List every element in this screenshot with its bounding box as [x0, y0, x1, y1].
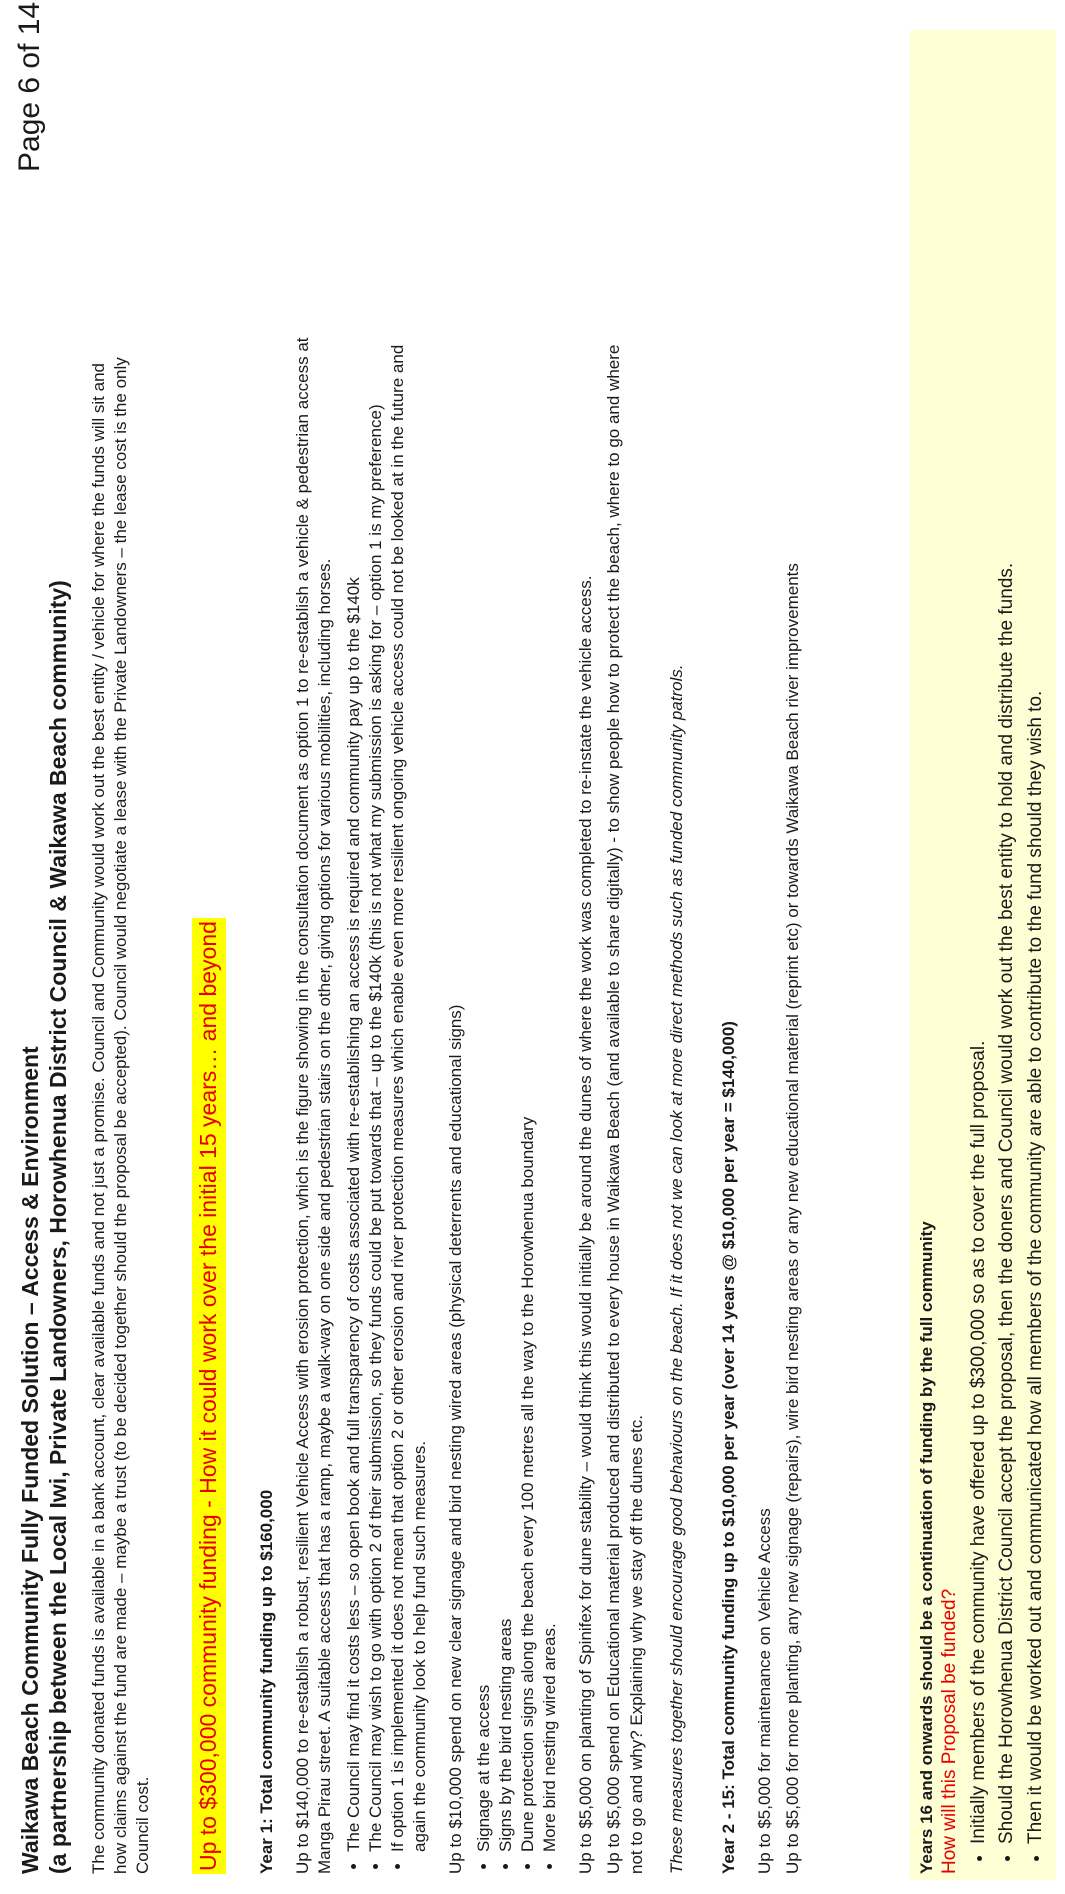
year1-education-paragraph: Up to $5,000 spend on Educational material produced and distributed to every house in Waikawa Beach (and available to share digitally) - to show people how to protect the beach, where to go and where not to go and why? Explaining why we stay off the dunes etc. [604, 344, 646, 1874]
list-item: • Then it would be worked out and communicated how all members of the community are able to contribute to the fund should they wish to. [1022, 44, 1051, 1844]
document-subtitle: (a partnership between the Local Iwi, Private Landowners, Horowhenua District Council & Waikawa Beach community) [45, 580, 72, 1874]
funding-list [965, 44, 1051, 1874]
list-item: • Signs by the bird nesting areas [495, 334, 517, 1852]
document-title: Waikawa Beach Community Fully Funded Solution – Access & Environment [17, 1046, 43, 1874]
year1-cost-notes-list [343, 334, 431, 1874]
page-number: Page 6 of 14 [13, 1, 46, 172]
year16-heading: Years 16 and onwards should be a continuation of funding by the full community [917, 1221, 936, 1874]
year1-behaviour-note: These measures together should encourage good behaviours on the beach. If it does not we can look at more direct methods such as funded community patrols. [666, 664, 686, 1874]
year2-planting-paragraph: Up to $5,000 for more planting, any new signage (repairs), wire bird nesting areas or any new educational material (reprint etc) or towards Waikawa Beach river improvements [782, 563, 802, 1874]
list-item: • The Council may find it costs less – so open book and full transparency of costs associated with re-establishing an access is required and community pay up to the $140k [343, 334, 365, 1852]
main-column [16, 334, 804, 1874]
year2-heading: Year 2 - 15: Total community funding up to $10,000 per year (over 14 years @ $10,000 per year = $140,000) [718, 1021, 738, 1874]
funding-highlight-heading: Up to $300,000 community funding - How it could work over the initial 15 years… and beyond [192, 918, 226, 1874]
list-item: • More bird nesting wired areas. [539, 334, 561, 1852]
year1-vehicle-access-paragraph: Up to $140,000 to re-establish a robust, resilient Vehicle Access with erosion protection, which is the figure showing in the consultation document as option 1 to re-establish a vehicle & pedestrian access at Manga Pirau street. A suitable access that has a ramp, maybe a walk-way on one side and pedestrian stairs on the other, giving options for various mobilities, including horses. [293, 337, 335, 1874]
list-item: • Dune protection signs along the beach every 100 metres all the way to the Horowhenua boundary [517, 334, 539, 1852]
list-item: • Signage at the access [473, 334, 495, 1852]
list-item: • Initially members of the community have offered up to $300,000 so as to cover the full proposal. [965, 44, 994, 1844]
year2-maintenance-paragraph: Up to $5,000 for maintenance on Vehicle Access [754, 1508, 774, 1874]
list-item: • Should the Horowhenua District Council accept the proposal, then the doners and Council would work out the best entity to hold and distribute the funds. [993, 44, 1022, 1844]
funding-panel [910, 30, 1056, 1880]
year1-signage-paragraph: Up to $10,000 spend on new clear signage and bird nesting wired areas (physical deterrents and educational signs) [445, 1004, 465, 1874]
list-item: • The Council may wish to go with option 2 of their submission, so they funds could be put towards that – up to the $140k (this is not what my submission is asking for – option 1 is my preference) [365, 334, 387, 1852]
list-item: • If option 1 is implemented it does not mean that option 2 or other erosion and river protection measures which enable even more resilient ongoing vehicle access could not be looked at in the future and again the community look to help fund such measures. [387, 334, 431, 1852]
intro-paragraph: The community donated funds is available in a bank account, clear available funds and not just a promise. Council and Community would work out the best entity / vehicle for where the funds will sit and how claims against the fund are made – maybe a trust (to be decided together should the proposal be accepted). Council would negotiate a lease with the Private Landowners – the lease cost is the only Council cost. [89, 357, 153, 1874]
funding-question: How will this Proposal be funded? [939, 1588, 961, 1874]
year1-heading: Year 1: Total community funding up to $160,000 [257, 1489, 277, 1874]
year1-planting-paragraph: Up to $5,000 on planting of Spinifex for dune stability – would think this would initially be around the dunes of where the work was completed to re-instate the vehicle access. [576, 575, 596, 1874]
year1-signage-list [473, 334, 561, 1874]
funding-panel-content [916, 44, 1050, 1874]
